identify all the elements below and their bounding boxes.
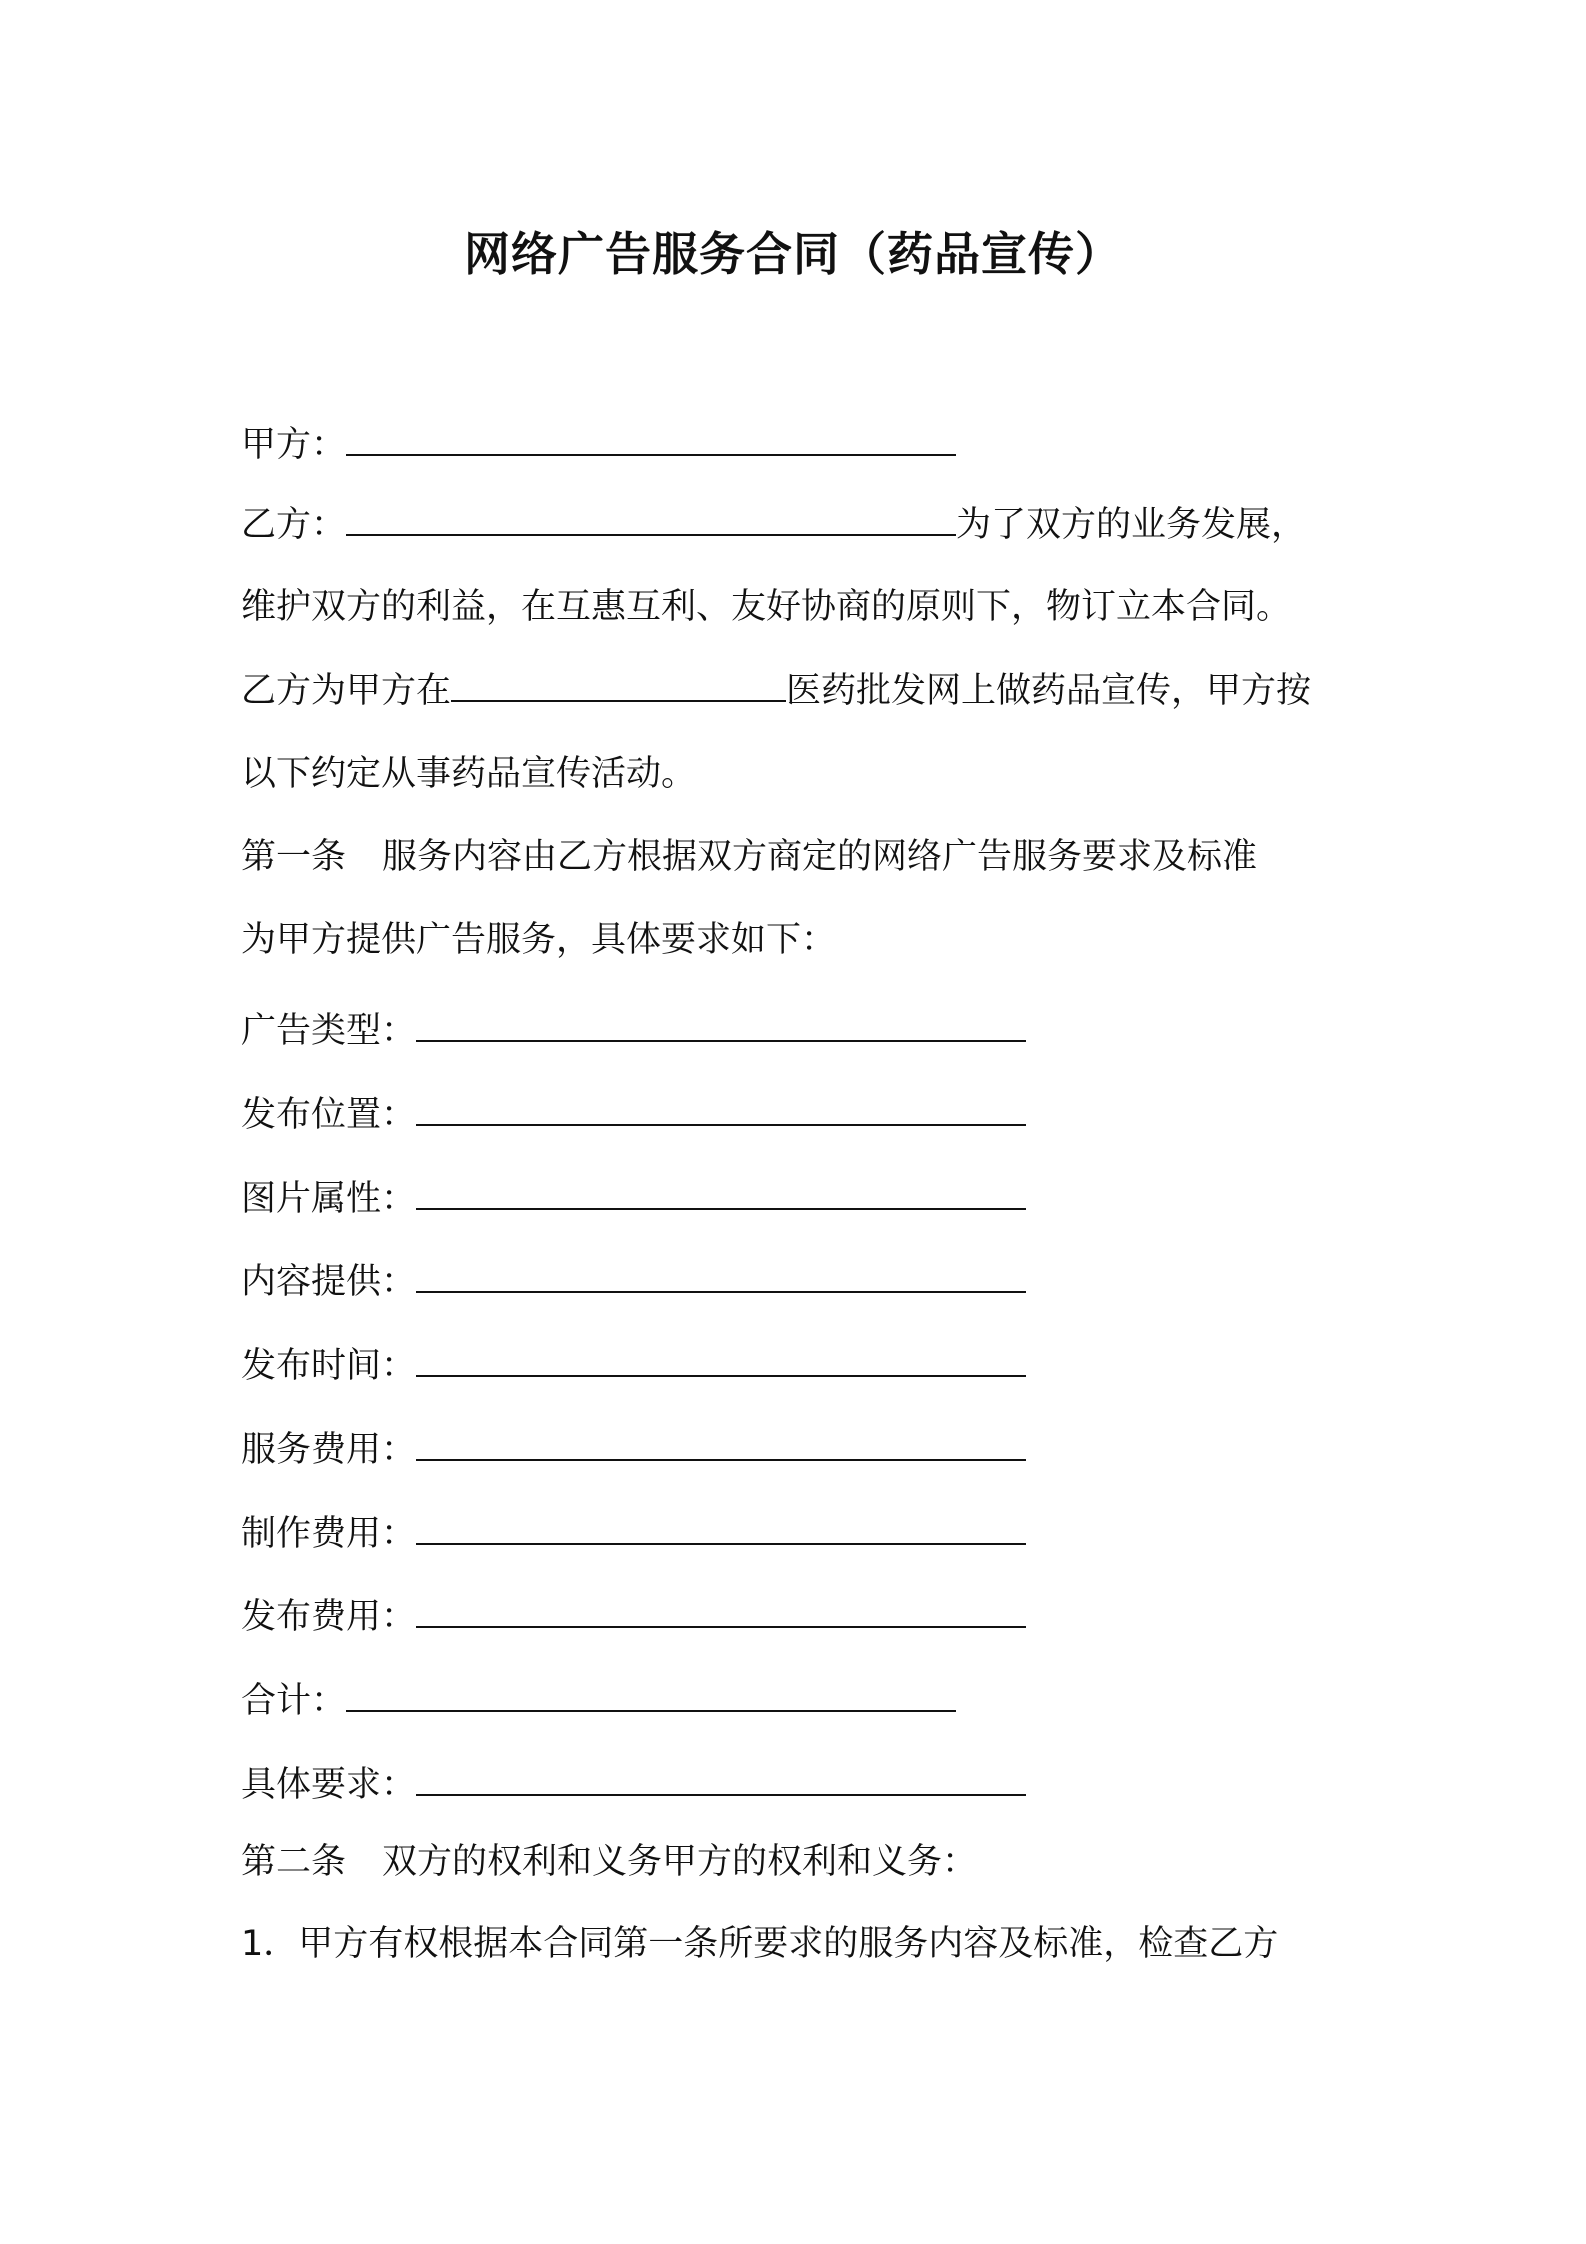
field-blank[interactable] [346,1676,956,1712]
article-2-heading [241,1838,977,1886]
party-b-label: 乙方： [241,505,347,545]
article-1-text: 服务内容由乙方根据双方商定的网络广告服务要求及标准 [382,837,1258,877]
article-1-heading [241,833,1257,881]
party-a-blank[interactable] [346,420,956,456]
field-blank[interactable] [416,1341,1026,1377]
article-2-text: 双方的权利和义务甲方的权利和义务： [382,1842,978,1882]
field-production-fee [241,1509,1026,1558]
article-1-line-2: 为甲方提供广告服务，具体要求如下： [241,920,837,960]
field-publish-fee [241,1592,1026,1641]
field-blank[interactable] [416,1174,1026,1210]
intro-line-3-pre: 乙方为甲方在 [241,671,452,711]
field-label: 图片属性： [241,1179,417,1219]
item-1: 1．甲方有权根据本合同第一条所要求的服务内容及标准，检查乙方 [241,1924,1279,1964]
party-b-line [241,500,1306,549]
field-label: 内容提供： [241,1262,417,1302]
intro-line-3 [241,666,1311,715]
field-blank[interactable] [416,1006,1026,1042]
field-label: 制作费用： [241,1514,417,1554]
field-label: 合计： [241,1681,347,1721]
party-a-line [241,420,956,469]
field-publish-time [241,1341,1026,1390]
contract-title: 网络广告服务合同（药品宣传） [464,227,1122,281]
field-ad-type [241,1006,1026,1055]
field-label: 发布位置： [241,1095,417,1135]
field-service-fee [241,1425,1026,1474]
article-2-number: 第二条 [241,1842,347,1882]
field-blank[interactable] [416,1509,1026,1545]
field-label: 具体要求： [241,1765,417,1805]
field-blank[interactable] [416,1257,1026,1293]
field-blank[interactable] [416,1592,1026,1628]
intro-line-3-post: 医药批发网上做药品宣传，甲方按 [786,671,1312,711]
field-blank[interactable] [416,1090,1026,1126]
field-label: 广告类型： [241,1011,417,1051]
field-label: 服务费用： [241,1430,417,1470]
field-image-attr [241,1174,1026,1223]
field-total [241,1676,956,1725]
intro-line-4: 以下约定从事药品宣传活动。 [241,754,697,794]
website-blank[interactable] [451,666,786,702]
field-content-provider [241,1257,1026,1306]
article-1-number: 第一条 [241,837,347,877]
intro-tail: 为了双方的业务发展， [956,505,1307,545]
field-placement [241,1090,1026,1139]
party-b-blank[interactable] [346,500,956,536]
field-requirements [241,1760,1026,1809]
party-a-label: 甲方： [241,425,347,465]
field-label: 发布时间： [241,1346,417,1386]
intro-line-2: 维护双方的利益，在互惠互利、友好协商的原则下，物订立本合同。 [241,587,1292,627]
field-blank[interactable] [416,1760,1026,1796]
field-blank[interactable] [416,1425,1026,1461]
field-label: 发布费用： [241,1597,417,1637]
